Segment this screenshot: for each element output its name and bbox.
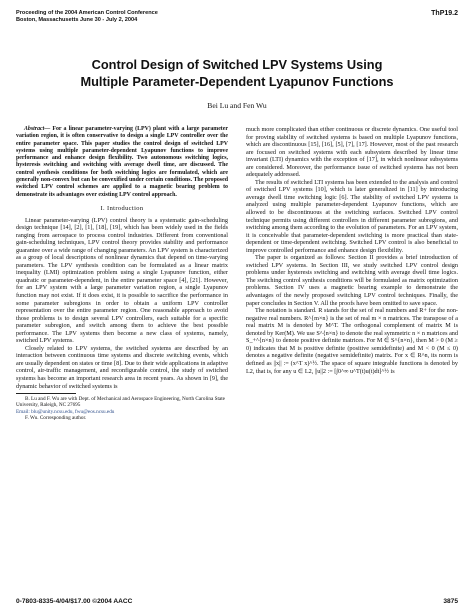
conference-location: Boston, Massachusetts June 30 - July 2, 2004 — [16, 17, 138, 23]
intro-paragraph-5: The paper is organized as follows: Section II provides a brief introduction of switched LPV systems. In Section III, we study switched LPV control design problems under hysteresis switching and switching with average dwell time logics. The switching control synthesis conditions will be formulated as matrix optimization problems. Section IV uses a magnetic bearing example to demonstrate the advantages of the newly proposed switching LPV control techniques. Finally, the paper concludes in Section V. All the proofs have been omitted to save space. — [246, 254, 458, 307]
footnote-affiliation: B. Lu and F. Wu are with Dept. of Mechanical and Aerospace Engineering, North Carolina State University, Raleigh, NC 27695 — [16, 396, 225, 409]
session-id: ThP19.2 — [431, 10, 458, 17]
paper-title — [0, 56, 474, 90]
notation-paragraph: The notation is standard. R stands for the set of real numbers and R+ for the non-negative real numbers. R^{m×n} is the set of real m × n matrices. The transpose of a real matrix M is denoted by M^T. The orthogonal complement of matrix M is denoted by Ker(M). We use S^{n×n} to denote the real symmetric n × n matrices and S_+^{n×n} to denote positive definite matrices. For M ∈ S^{n×n}, then M > 0 (M ≥ 0) indicates that M is positive definite (positive semidefinite) and M < 0 (M ≤ 0) denotes a negative definite (negative semidefinite) matrix. For x ∈ R^n, its norm is defined as ||x|| := (x^T x)^½. The space of square integrable functions is denoted by L2, that is, for any u ∈ L2, ||u||2 := [∫0^∞ u^T(t)u(t)dt]^½ is — [246, 307, 458, 375]
intro-paragraph-4: The results of switched LTI systems has been extended to the analysis and control of switched LPV systems [10], which is later generalized in [11] by introducing average dwell time switching logic [6]. The stability of switched LPV systems is analyzed using multiple parameter-dependent Lyapunov functions, which are allowed to be discontinuous at the switching surfaces. Switched LPV control technique permits using different controllers in different parameter subregions, and switching among them according to the evolution of parameters. For an LPV system, it is conceivable that parameter-dependent switching is more practical than state-dependent or time-dependent switching. Switched LPV control is also beneficial to improve controlled performance and enhance design flexibility. — [246, 178, 458, 254]
intro-paragraph-1: Linear parameter-varying (LPV) control theory is a systematic gain-scheduling design technique [14], [2], [1], [18], [19], which has been widely used in the fields ranging from aerospace to process control industries. Different from conventional gain-scheduling techniques, LPV control theory provides stability and performance guarantee over a wide range of changing parameters. An LPV system is characterized as a group of local descriptions of nonlinear dynamics that depend on time-varying parameters. The LPV synthesis condition can be formulated as a linear matrix inequality (LMI) optimization problem using a single Lyapunov function, either quadratic or parameter-dependent, in the entire parameter space [4], [21]. However, for an LPV system with a large parameter variation region, a single Lyapunov function may not exist. If it does exist, it is possible to sacrifice the performance in some parameter subregions in order to obtain a uniform LPV controller representation over the entire parameter region. One reasonable approach to avoid those problems is to design several LPV controllers, each suitable for a specific parameter subregion, and switch among them to achieve the best possible performance. The LPV systems then become a new class of systems, namely, switched LPV systems. — [16, 216, 228, 345]
section-heading-introduction: I. Introduction — [100, 204, 144, 212]
right-column — [246, 126, 458, 375]
left-column — [16, 126, 228, 421]
conference-name: Proceeding of the 2004 American Control Conference — [16, 10, 158, 16]
copyright-footer: 0-7803-8335-4/04/$17.00 ©2004 AACC — [16, 598, 133, 605]
abstract-text: — For a linear parameter-varying (LPV) plant with a large parameter variation region, it is often conservative to design a single LPV controller over the entire parameter space. This paper studies the control design of switched LPV systems using multiple parameter-dependent Lyapunov functions to improve performance and enhance design flexibility. Two autonomous switching logics, hysteresis switching and switching with average dwell time, are discussed. The control synthesis conditions for both switching logics are formulated, which are generally non-convex but can be convexified under certain conditions. The proposed switched LPV control schemes are applied to a magnetic bearing problem to demonstrate its advantages over existing LPV control approach. — [16, 126, 228, 198]
author-list: Bei Lu and Fen Wu — [207, 101, 267, 110]
title-line-2: Multiple Parameter-Dependent Lyapunov Functions — [80, 74, 394, 89]
footnote-email[interactable]: Email: blu@unity.ncsu.edu, fwu@eos.ncsu.edu — [16, 408, 115, 415]
footnote-corresponding: F. Wu. Corresponding author. — [25, 414, 87, 421]
conference-header — [16, 10, 158, 24]
title-line-1: Control Design of Switched LPV Systems Using — [91, 57, 383, 72]
abstract-label: Abstract — [24, 126, 45, 132]
footnote-rule — [16, 393, 76, 394]
intro-paragraph-2: Closely related to LPV systems, the switched systems are described by an interaction between continuous time systems and discrete switching events, which are usually dependent on states or time [8]. Due to their wide applications in adaptive control, air-traffic management, and reconfigurable control, the study of switched systems has become an important research area in recent years. As shown in [9], the dynamic behavior of switched systems is — [16, 344, 228, 390]
intro-paragraph-3: much more complicated than either continuous or discrete dynamics. One useful tool for proving stability of switched systems is based on multiple Lyapunov functions, which are discontinuous [15], [16], [5], [7], [17]. However, most of the past research are focused on switched systems with each subsystem described by linear time invariant (LTI) dynamics with the exception of [17], in which nonlinear subsystems are considered. Moreover, the performance issue of switched systems has not been adequately addressed. — [246, 126, 458, 179]
page-number: 3875 — [443, 598, 458, 605]
abstract — [16, 126, 228, 199]
